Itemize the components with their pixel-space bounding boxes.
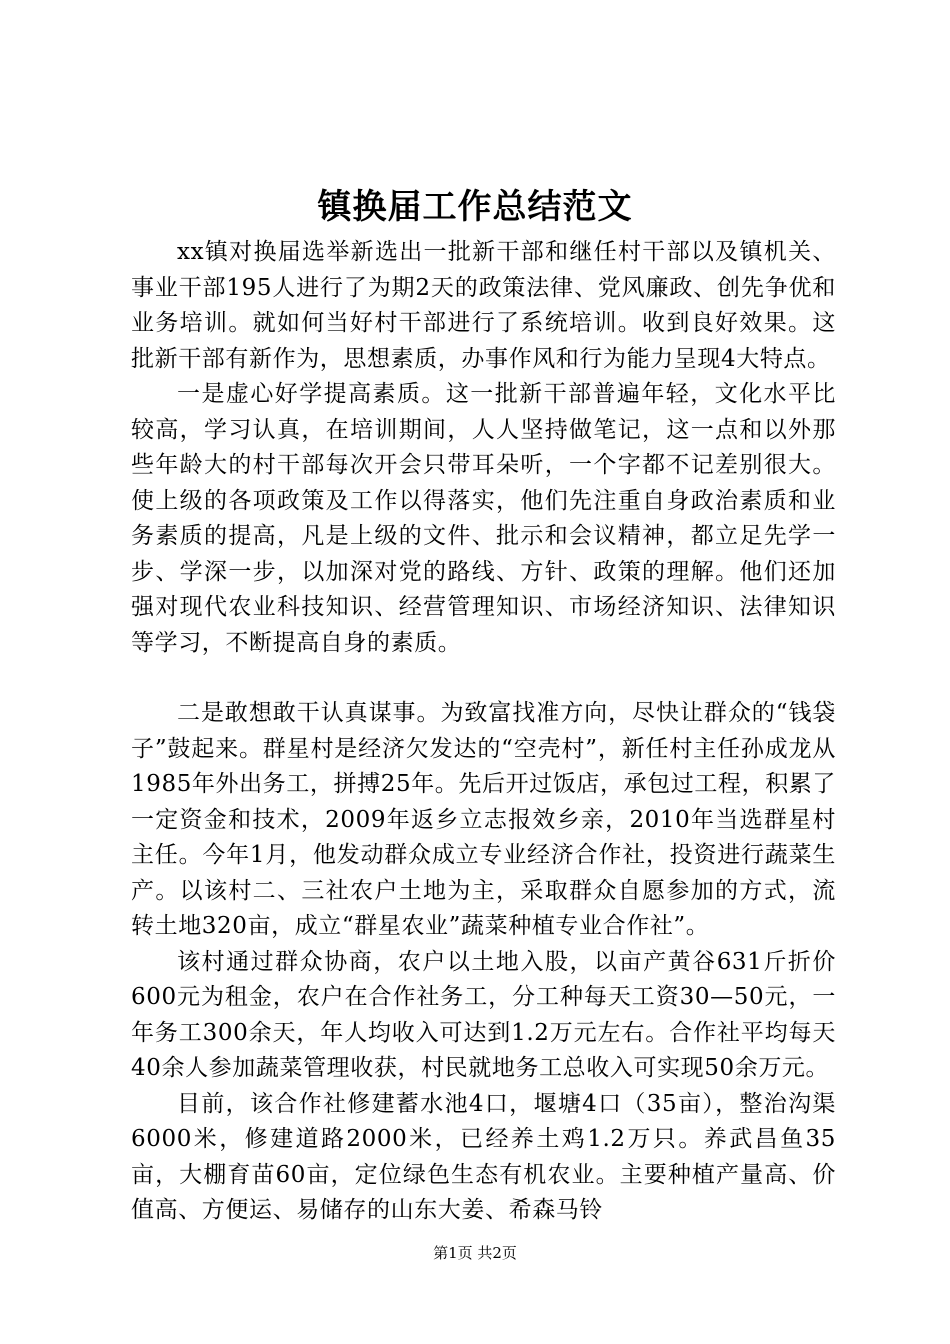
document-title: 镇换届工作总结范文 xyxy=(317,187,633,227)
paragraph-cooperative-income: 该村通过群众协商，农户以土地入股，以亩产黄谷631斤折价600元为租金，农户在合作社务工，分工种每天工资30—50元，一年务工300余天，年人均收入可达到1.2万元左右。合作社平均每天40余人参加蔬菜管理收获，村民就地务工总收入可实现50余万元。 xyxy=(131,948,836,1081)
paragraph-cooperative-progress: 目前，该合作社修建蓄水池4口，堰塘4口（35亩），整治沟渠6000米，修建道路2000米，已经养土鸡1.2万只。养武昌鱼35亩，大棚育苗60亩，定位绿色生态有机农业。主要种植产量高、价值高、方便运、易储存的山东大姜、希森马铃 xyxy=(131,1090,836,1223)
paragraph-point-two: 二是敢想敢干认真谋事。为致富找准方向，尽快让群众的“钱袋子”鼓起来。群星村是经济欠发达的“空壳村”，新任村主任孙成龙从1985年外出务工，拼搏25年。先后开过饭店，承包过工程，积累了一定资金和技术，2009年返乡立志报效乡亲，2010年当选群星村主任。今年1月，他发动群众成立专业经济合作社，投资进行蔬菜生产。以该村二、三社农户土地为主，采取群众自愿参加的方式，流转土地320亩，成立“群星农业”蔬菜种植专业合作社”。 xyxy=(131,700,836,939)
page-number-footer: 第1页 共2页 xyxy=(433,1244,517,1262)
document-body xyxy=(131,235,836,1229)
paragraph-intro: xx镇对换届选举新选出一批新干部和继任村干部以及镇机关、事业干部195人进行了为期2天的政策法律、党风廉政、创先争优和业务培训。就如何当好村干部进行了系统培训。收到良好效果。这批新干部有新作为，思想素质，办事作风和行为能力呈现4大特点。 xyxy=(131,239,836,372)
paragraph-point-one: 一是虚心好学提高素质。这一批新干部普遍年轻，文化水平比较高，学习认真，在培训期间，人人坚持做笔记，这一点和以外那些年龄大的村干部每次开会只带耳朵听，一个字都不记差别很大。使上级的各项政策及工作以得落实，他们先注重自身政治素质和业务素质的提高，凡是上级的文件、批示和会议精神，都立足先学一步、学深一步，以加深对党的路线、方针、政策的理解。他们还加强对现代农业科技知识、经营管理知识、市场经济知识、法律知识等学习，不断提高自身的素质。 xyxy=(131,381,836,656)
